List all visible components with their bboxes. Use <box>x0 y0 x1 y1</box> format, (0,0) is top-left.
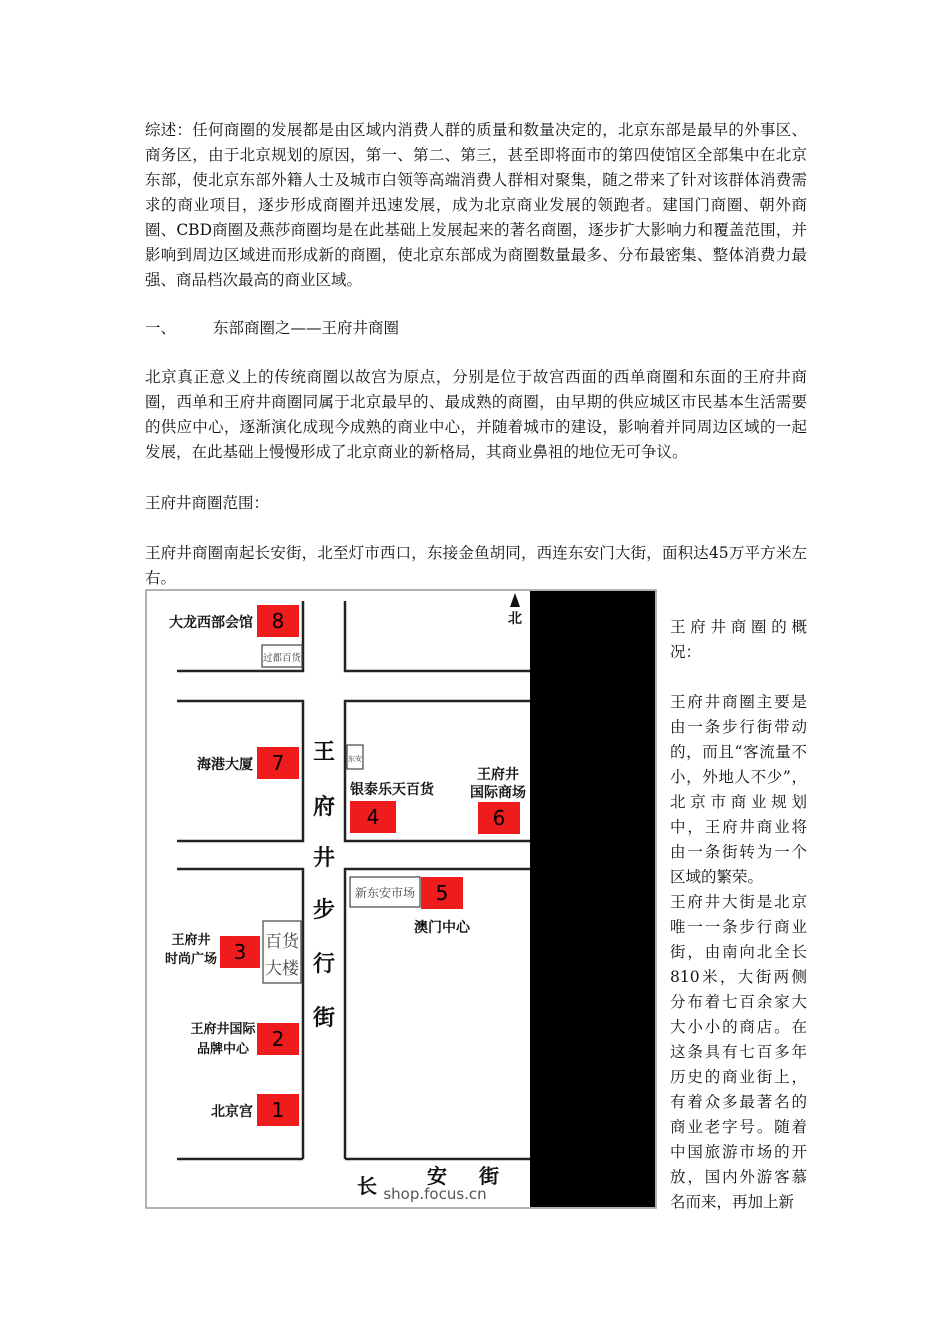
wangfujing-map <box>145 589 657 1209</box>
marker-label: 国际商场 <box>470 785 526 801</box>
marker-label: 时尚广场 <box>164 952 218 967</box>
street-char: 府 <box>312 795 336 820</box>
marker-number: 8 <box>271 609 285 633</box>
marker-label: 海港大厦 <box>197 757 253 773</box>
scope-heading: 王府井商圈范围： <box>145 494 270 512</box>
summary-paragraph: 综述：任何商圈的发展都是由区域内消费人群的质量和数量决定的，北京东部是最早的外事区、商务区，由于北京规划的原因，第一、第二、第三，甚至即将面市的第四使馆区全部集中在北京东部，使北京东部外籍人士及城市白领等高端消费人群相对聚集，随之带来了针对该群体消费需求的商业项目，逐步形成商圈并迅速发展，成为北京商业发展的领跑者。建国门商圈、朝外商圈、CBD商圈及燕莎商圈均是在此基础上发展起来的著名商圈，逐步扩大影响力和覆盖范围，并影响到周边区域进而形成新的商圈，使北京东部成为商圈数量最多、分布最密集、整体消费力最强、商品档次最高的商业区域。 <box>145 121 807 289</box>
side-heading: 王府井商圈的概况： <box>670 618 807 661</box>
box-b8-label: 过都百货 <box>262 653 302 664</box>
marker-6 <box>470 766 526 834</box>
marker-number: 6 <box>492 806 506 830</box>
marker-number: 3 <box>233 940 247 964</box>
marker-5 <box>414 877 471 936</box>
street-char: 长 <box>357 1174 377 1198</box>
street-char: 步 <box>312 898 336 923</box>
side-paragraph-2: 王府井大街是北京唯一一条步行商业街，由南向北全长810米，大街两侧分布着七百余家大大小小的商店。在这条具有七百多年历史的商业街上，有着众多最著名的商业老字号。随着中国旅游市场的开放，国内外游客慕名而来，再加上新 <box>670 893 807 1211</box>
marker-label: 王府井国际 <box>190 1022 256 1037</box>
map-watermark: shop.focus.cn <box>383 1185 487 1203</box>
marker-number: 1 <box>271 1098 285 1122</box>
marker-label: 品牌中心 <box>196 1042 250 1057</box>
marker-label: 王府井 <box>171 933 211 948</box>
street-char: 街 <box>312 1006 336 1031</box>
intro-paragraph: 北京真正意义上的传统商圈以故宫为原点，分别是位于故宫西面的西单商圈和东面的王府井商圈，西单和王府井商圈同属于北京最早的、最成熟的商圈，由早期的供应城区市民基本生活需要的供应中心，逐渐演化成现今成熟的商业中心，并随着城市的建设，影响着并同周边区域的一起发展，在此基础上慢慢形成了北京商业的新格局，其商业鼻祖的地位无可争议。 <box>145 368 807 461</box>
marker-label: 澳门中心 <box>414 920 470 936</box>
marker-label: 王府井 <box>477 767 519 783</box>
street-char: 安 <box>427 1164 447 1188</box>
side-paragraph-1: 王府井商圈主要是由一条步行街带动的，而且“客流量不小，外地人不少”，北京市商业规划中，王府井商业将由一条街转为一个区域的繁荣。 <box>670 693 807 886</box>
section-number: 一、 <box>145 319 177 337</box>
box-b3-label-2: 大楼 <box>265 959 299 979</box>
box-b4-label: 东安 <box>348 755 362 763</box>
street-char: 行 <box>312 952 336 977</box>
side-column <box>670 615 807 1215</box>
street-char: 王 <box>312 740 336 765</box>
marker-number: 2 <box>271 1027 285 1051</box>
box-b5-label: 新东安市场 <box>354 886 416 900</box>
section-title: 东部商圈之——王府井商圈 <box>213 319 400 337</box>
street-char: 井 <box>312 846 336 871</box>
box-b3-label-1: 百货 <box>265 932 299 952</box>
scope-paragraph: 王府井商圈南起长安街，北至灯市西口，东接金鱼胡同，西连东安门大街，面积达45万平方米左右。 <box>145 544 807 587</box>
north-label: 北 <box>508 611 522 627</box>
marker-number: 4 <box>366 805 380 829</box>
section-heading <box>145 316 399 341</box>
marker-number: 7 <box>271 751 285 775</box>
marker-label: 大龙西部会馆 <box>169 615 253 631</box>
marker-number: 5 <box>435 881 449 905</box>
marker-label: 北京宫 <box>211 1104 253 1120</box>
map-black-block <box>530 591 655 1207</box>
marker-label: 银泰乐天百货 <box>350 782 434 798</box>
street-char: 街 <box>479 1164 499 1188</box>
